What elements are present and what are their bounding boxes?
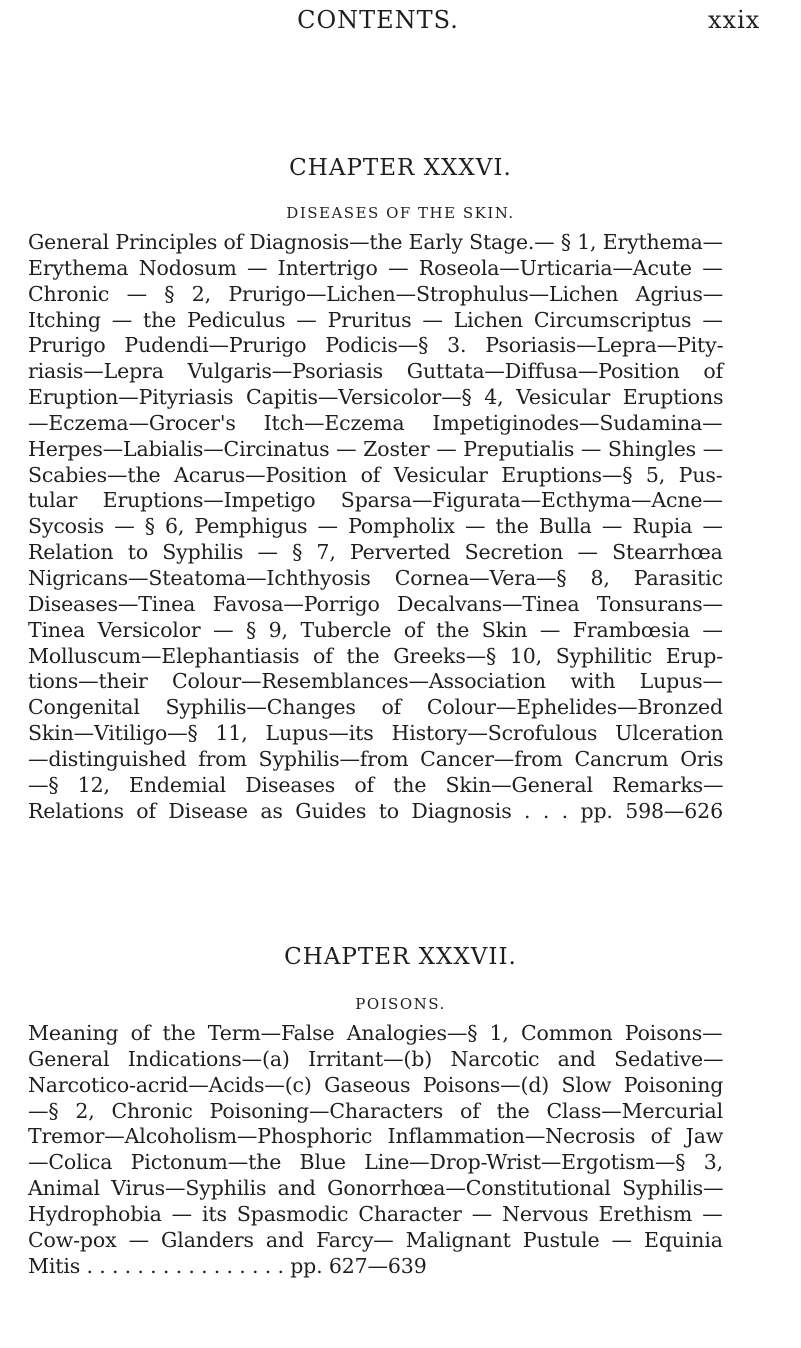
contents-line: Cow-pox — Glanders and Farcy— Malignant Pustule — Equinia: [28, 1227, 723, 1252]
chapter-contents-paragraph: [28, 1021, 723, 1279]
contents-line: Molluscum—Elephantiasis of the Greeks—§ 10, Syphilitic Erup-: [28, 643, 724, 668]
contents-line: —§ 2, Chronic Poisoning—Characters of the Class—Mercurial: [28, 1098, 723, 1123]
contents-line: Sycosis — § 6, Pemphigus — Pompholix — the Bulla — Rupia —: [28, 514, 723, 539]
contents-line: Tinea Versicolor — § 9, Tubercle of the Skin — Frambœsia —: [28, 617, 723, 642]
contents-line: Eruption—Pityriasis Capitis—Versicolor—§ 4, Vesicular Eruptions: [28, 385, 724, 410]
contents-line: Erythema Nodosum — Intertrigo — Roseola—Urticaria—Acute —: [28, 255, 723, 280]
running-head: [0, 6, 801, 46]
contents-line: Nigricans—Steatoma—Ichthyosis Cornea—Vera—§ 8, Parasitic: [28, 565, 723, 590]
contents-line: Meaning of the Term—False Analogies—§ 1, Common Poisons—: [28, 1021, 723, 1045]
contents-line: Diseases—Tinea Favosa—Porrigo Decalvans—Tinea Tonsurans—: [28, 591, 723, 616]
contents-line: Skin—Vitiligo—§ 11, Lupus—its History—Scrofulous Ulceration: [28, 721, 724, 746]
contents-line: —Eczema—Grocer's Itch—Eczema Impetiginodes—Sudamina—: [28, 410, 723, 435]
page-number: xxix: [708, 6, 761, 34]
contents-line: General Indications—(a) Irritant—(b) Narcotic and Sedative—: [28, 1046, 724, 1071]
contents-line: Prurigo Pudendi—Prurigo Podicis—§ 3. Psoriasis—Lepra—Pity-: [28, 333, 724, 358]
contents-line: Scabies—the Acarus—Position of Vesicular Eruptions—§ 5, Pus-: [28, 462, 723, 487]
chapter-heading: CHAPTER XXXVI.: [289, 155, 512, 181]
contents-line: —Colica Pictonum—the Blue Line—Drop-Wrist—Ergotism—§ 3,: [28, 1150, 724, 1175]
contents-line: Relations of Disease as Guides to Diagnosis . . . pp. 598—626: [28, 798, 723, 823]
contents-line: Chronic — § 2, Prurigo—Lichen—Strophulus—Lichen Agrius—: [28, 281, 724, 306]
chapter-contents-paragraph: [28, 230, 723, 824]
contents-line: Relation to Syphilis — § 7, Perverted Secretion — Stearrhœa: [28, 540, 723, 565]
contents-line: Itching — the Pediculus — Pruritus — Lichen Circumscriptus —: [28, 307, 723, 332]
contents-line: —§ 12, Endemial Diseases of the Skin—General Remarks—: [28, 772, 724, 797]
contents-line: Narcotico-acrid—Acids—(c) Gaseous Poisons—(d) Slow Poisoning: [28, 1072, 724, 1097]
contents-line: Congenital Syphilis—Changes of Colour—Ephelides—Bronzed: [28, 695, 723, 720]
contents-line: tular Eruptions—Impetigo Sparsa—Figurata—Ecthyma—Acne—: [28, 488, 723, 513]
contents-line: General Principles of Diagnosis—the Early Stage.— § 1, Erythema—: [28, 230, 723, 254]
running-title: CONTENTS.: [297, 6, 459, 34]
contents-line: Tremor—Alcoholism—Phosphoric Inflammation—Necrosis of Jaw: [28, 1124, 724, 1149]
contents-line: —distinguished from Syphilis—from Cancer—from Cancrum Oris: [28, 746, 724, 771]
contents-line: Herpes—Labialis—Circinatus — Zoster — Preputialis — Shingles —: [28, 436, 724, 461]
contents-line: Mitis . . . . . . . . . . . . . . . . pp. 627—639: [28, 1253, 427, 1278]
contents-line: riasis—Lepra Vulgaris—Psoriasis Guttata—Diffusa—Position of: [28, 359, 724, 384]
chapter-heading: CHAPTER XXXVII.: [284, 944, 517, 970]
chapter-subheading: DISEASES OF THE SKIN.: [286, 204, 515, 222]
contents-line: Animal Virus—Syphilis and Gonorrhœa—Constitutional Syphilis—: [28, 1176, 724, 1201]
chapter-subheading: POISONS.: [355, 995, 446, 1013]
contents-line: Hydrophobia — its Spasmodic Character — Nervous Erethism —: [28, 1201, 723, 1226]
contents-line: tions—their Colour—Resemblances—Association with Lupus—: [28, 669, 723, 694]
